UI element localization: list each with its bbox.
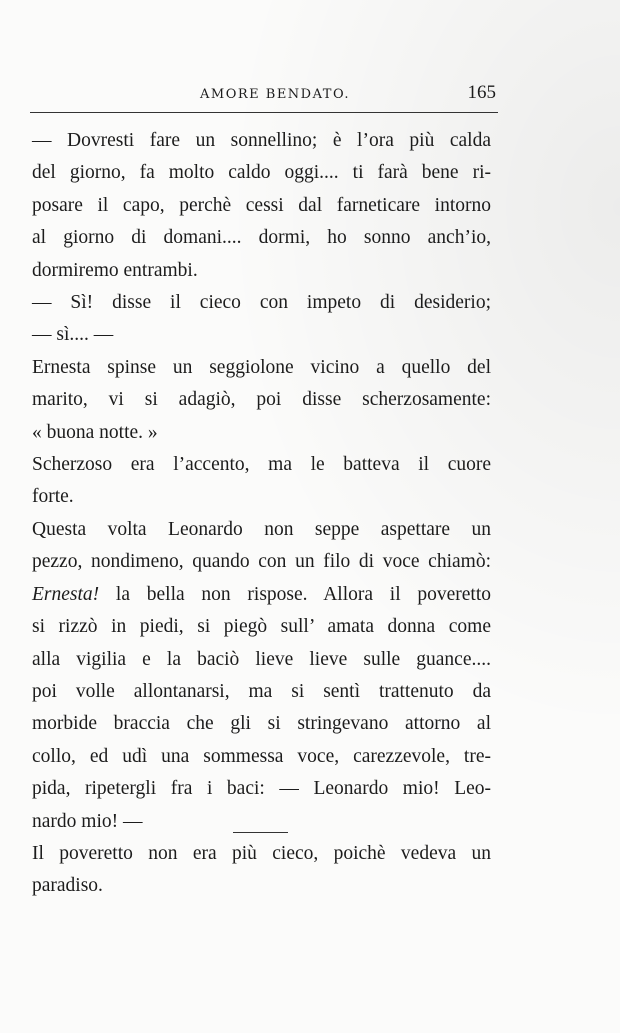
text-line: dormiremo entrambi. bbox=[32, 259, 198, 281]
paragraph-5 bbox=[32, 514, 491, 838]
paragraph-3 bbox=[32, 352, 491, 449]
text-line: Scherzoso era l’accento, ma le batteva il cuore bbox=[32, 454, 491, 476]
text-line: paradiso. bbox=[32, 875, 103, 897]
italic-name: Ernesta! bbox=[32, 583, 100, 605]
text-line: pida, ripetergli fra i baci: — Leonardo mio! Leo- bbox=[32, 778, 491, 800]
text-line: posare il capo, perchè cessi dal farneticare intorno bbox=[32, 194, 491, 216]
text-line: nardo mio! — bbox=[32, 810, 143, 832]
paragraph-4 bbox=[32, 449, 491, 514]
text-line: poi volle allontanarsi, ma si sentì trattenuto da bbox=[32, 680, 491, 702]
section-end-rule bbox=[233, 832, 288, 833]
text-line: — sì.... — bbox=[32, 324, 114, 346]
page-number: 165 bbox=[467, 82, 496, 103]
paragraph-1 bbox=[32, 125, 491, 287]
text-line: Il poveretto non era più cieco, poichè vedeva un bbox=[32, 842, 491, 864]
text-line-rest: la bella non rispose. Allora il poveretto bbox=[115, 583, 492, 605]
paragraph-2 bbox=[32, 287, 491, 352]
text-line: pezzo, nondimeno, quando con un filo di voce chiamò: bbox=[32, 551, 491, 573]
text-line: forte. bbox=[32, 486, 74, 508]
text-line: — Dovresti fare un sonnellino; è l’ora più calda bbox=[32, 130, 491, 151]
running-header bbox=[30, 82, 498, 113]
paragraph-6 bbox=[32, 838, 491, 903]
text-line: del giorno, fa molto caldo oggi.... ti farà bene ri- bbox=[32, 162, 491, 184]
running-title: AMORE BENDATO. bbox=[200, 87, 350, 102]
body-text bbox=[32, 125, 491, 903]
text-line: marito, vi si adagiò, poi disse scherzosamente: bbox=[32, 389, 491, 411]
text-line: morbide braccia che gli si stringevano attorno al bbox=[32, 713, 491, 735]
text-line: alla vigilia e la baciò lieve lieve sulle guance.... bbox=[32, 648, 491, 670]
text-line: si rizzò in piedi, si piegò sull’ amata donna come bbox=[32, 616, 491, 638]
text-line: collo, ed udì una sommessa voce, carezzevole, tre- bbox=[32, 745, 491, 767]
text-line: Ernesta spinse un seggiolone vicino a quello del bbox=[32, 356, 491, 378]
text-line: — Sì! disse il cieco con impeto di desiderio; bbox=[32, 292, 491, 314]
text-line-with-italic bbox=[32, 579, 491, 611]
text-line: al giorno di domani.... dormi, ho sonno anch’io, bbox=[32, 227, 491, 249]
text-line: Questa volta Leonardo non seppe aspettare un bbox=[32, 518, 491, 540]
text-line: « buona notte. » bbox=[32, 421, 158, 443]
